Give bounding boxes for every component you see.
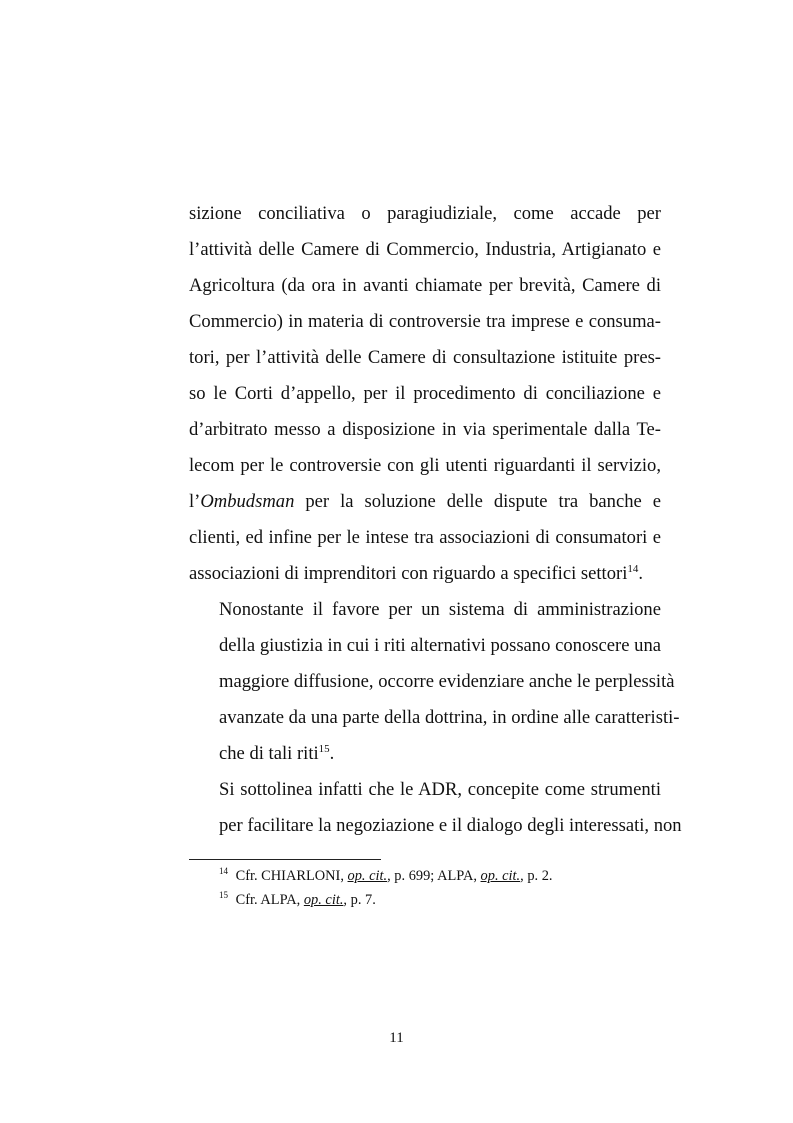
paragraph-3 [189, 772, 682, 844]
text-line: per facilitare la negoziazione e il dialogo degli interessati, non [219, 815, 682, 836]
paragraph-1 [189, 196, 661, 592]
text-line: della giustizia in cui i riti alternativi possano conoscere una [219, 635, 661, 656]
text-line: Agricoltura (da ora in avanti chiamate per brevità, Camere di [189, 275, 661, 296]
citation-link[interactable]: op. cit. [303, 892, 344, 908]
citation-link[interactable]: op. cit. [347, 868, 388, 884]
footnote-ref-14[interactable]: 14 [627, 562, 639, 575]
footnote-text: Cfr. CHIARLONI, [232, 868, 348, 884]
text-fragment: . [638, 563, 644, 584]
paragraph-2 [189, 592, 680, 772]
text-line [189, 736, 661, 772]
text-line: tori, per l’attività delle Camere di consultazione istituite pres- [189, 347, 661, 368]
text-line: so le Corti d’appello, per il procedimento di conciliazione e [189, 383, 661, 404]
footnote-text: , p. 699; ALPA, [387, 868, 481, 884]
footnotes [189, 864, 661, 912]
footnote-ref-15[interactable]: 15 [318, 742, 330, 755]
footnote-text: , p. 7. [343, 892, 376, 908]
text-line: clienti, ed infine per le intese tra associazioni di consumatori e [189, 527, 661, 548]
emphasis-ombudsman: Ombudsman [200, 491, 295, 512]
text-line [189, 484, 661, 520]
footnote-14 [189, 864, 661, 888]
footnote-text: Cfr. ALPA, [232, 892, 304, 908]
footnote-text: , p. 2. [520, 868, 553, 884]
text-line: maggiore diffusione, occorre evidenziare anche le perplessità [219, 671, 675, 692]
text-line: Si sottolinea infatti che le ADR, concepite come strumenti [219, 779, 661, 800]
text-fragment: . [329, 743, 335, 764]
text-line [189, 556, 661, 592]
footnote-separator [189, 859, 381, 860]
text-fragment: l’ [189, 491, 201, 512]
text-line: lecom per le controversie con gli utenti riguardanti il servizio, [189, 455, 661, 476]
text-fragment: che di tali riti [219, 743, 319, 764]
text-line: avanzate da una parte della dottrina, in ordine alle caratteristi- [219, 707, 680, 728]
text-line: sizione conciliativa o paragiudiziale, come accade per [189, 203, 661, 224]
footnote-15 [189, 888, 661, 912]
page-number: 11 [389, 1030, 404, 1046]
footnote-number: 15 [219, 890, 228, 901]
citation-link[interactable]: op. cit. [480, 868, 521, 884]
main-text [189, 196, 682, 844]
text-line: Commercio) in materia di controversie tra imprese e consuma- [189, 311, 661, 332]
text-fragment: associazioni di imprenditori con riguardo a specifici settori [189, 563, 628, 584]
text-line: l’attività delle Camere di Commercio, Industria, Artigianato e [189, 239, 661, 260]
footnote-number: 14 [219, 866, 228, 877]
text-line: d’arbitrato messo a disposizione in via sperimentale dalla Te- [189, 419, 661, 440]
text-fragment: per la soluzione delle dispute tra banche e [294, 491, 661, 512]
text-line: Nonostante il favore per un sistema di amministrazione [219, 599, 661, 620]
